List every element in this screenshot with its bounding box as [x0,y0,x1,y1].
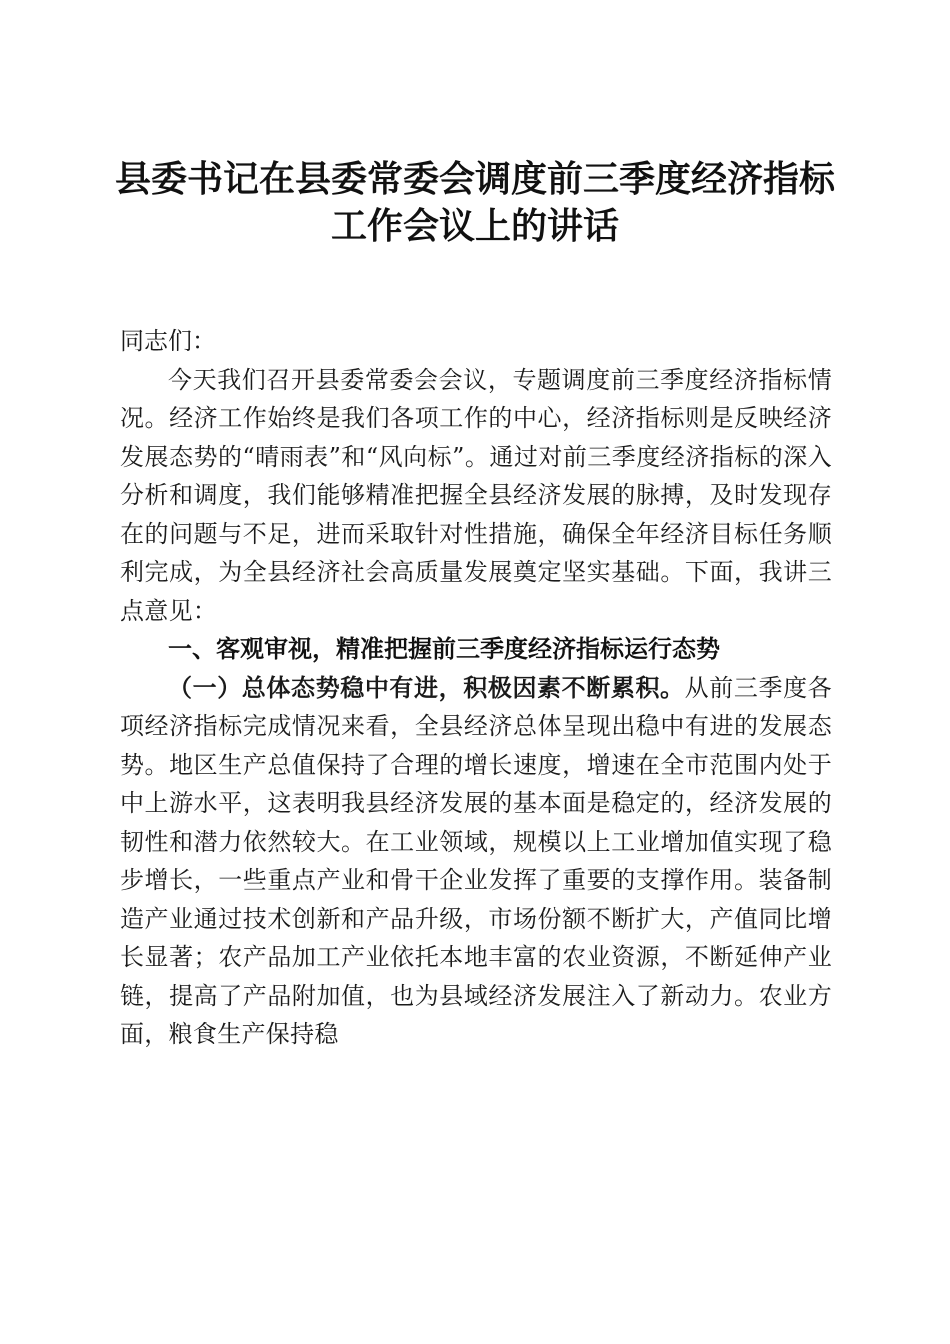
subsection-paragraph [120,669,832,1054]
intro-paragraph: 今天我们召开县委常委会会议，专题调度前三季度经济指标情况。经济工作始终是我们各项工作的中心，经济指标则是反映经济发展态势的“晴雨表”和“风向标”。通过对前三季度经济指标的深入分析和调度，我们能够精准把握全县经济发展的脉搏，及时发现存在的问题与不足，进而采取针对性措施，确保全年经济目标任务顺利完成，为全县经济社会高质量发展奠定坚实基础。下面，我讲三点意见： [120,365,832,625]
subsection-lead: （一）总体态势稳中有进，积极因素不断累积。 [168,672,685,702]
section-heading: 一、客观审视，精准把握前三季度经济指标运行态势 [168,635,720,663]
subsection-body: 从前三季度各项经济指标完成情况来看，全县经济总体呈现出稳中有进的发展态势。地区生产总值保持了合理的增长速度，增速在全市范围内处于中上游水平，这表明我县经济发展的基本面是稳定的，经济发展的韧性和潜力依然较大。在工业领域，规模以上工业增加值实现了稳步增长，一些重点产业和骨干企业发挥了重要的支撑作用。装备制造产业通过技术创新和产品升级，市场份额不断扩大，产值同比增长显著；农产品加工产业依托本地丰富的农业资源，不断延伸产业链，提高了产品附加值，也为县域经济发展注入了新动力。农业方面，粮食生产保持稳 [120,673,832,1048]
document-body [120,322,832,1054]
title-line-1: 县委书记在县委常委会调度前三季度经济指标 [114,158,835,200]
title-line-2: 工作会议上的讲话 [330,205,619,247]
salutation: 同志们： [120,327,216,355]
document-title [80,156,870,250]
